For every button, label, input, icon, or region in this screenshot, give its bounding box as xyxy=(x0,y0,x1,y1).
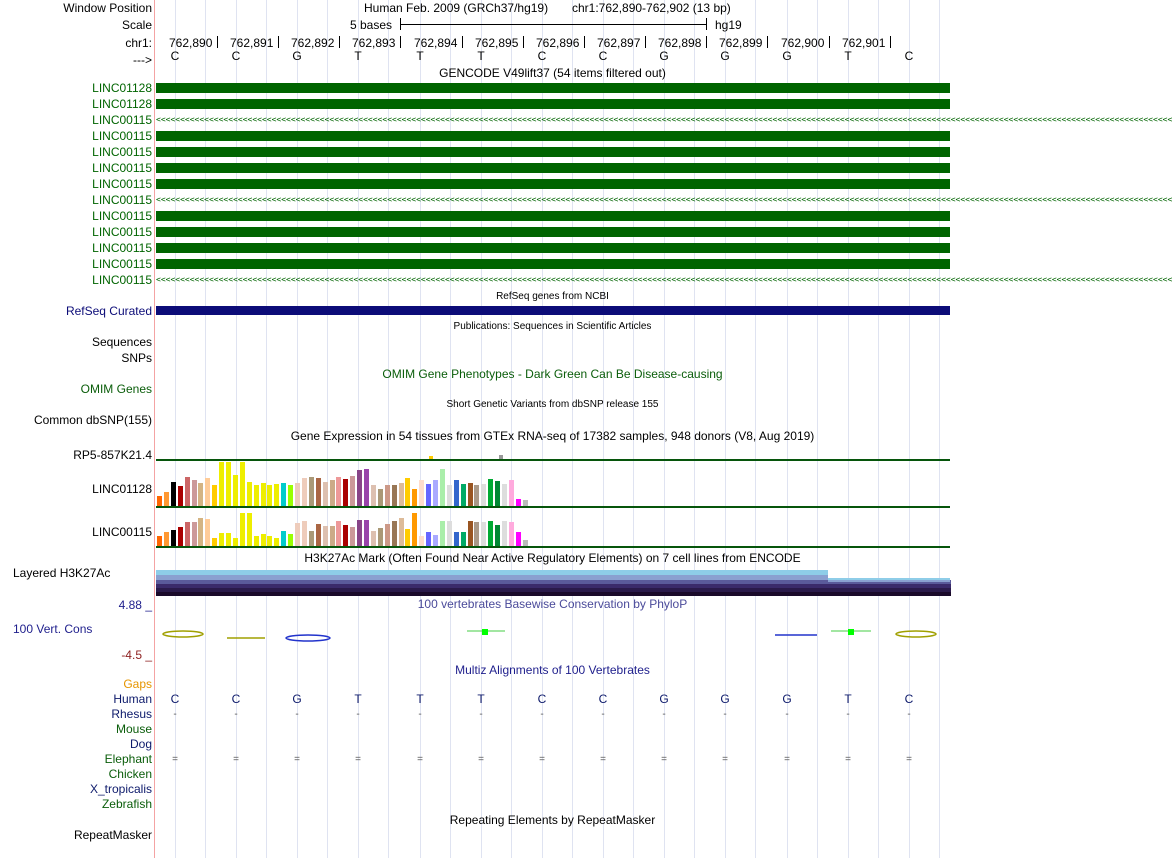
gtex-tissue-bar[interactable] xyxy=(440,521,445,546)
gtex-tissue-bar[interactable] xyxy=(426,484,431,506)
gtex-tissue-bar[interactable] xyxy=(364,520,369,546)
gtex-tissue-bar[interactable] xyxy=(171,530,176,546)
multiz-human-base: T xyxy=(844,692,852,706)
gtex-tissue-bar[interactable] xyxy=(281,531,286,546)
gtex-tissue-bar[interactable] xyxy=(288,534,293,546)
gencode-feature-block[interactable] xyxy=(156,179,950,189)
gtex-tissue-bar[interactable] xyxy=(412,513,417,546)
multiz-label-elephant[interactable]: Elephant xyxy=(104,752,152,766)
multiz-label-human[interactable]: Human xyxy=(113,692,152,706)
gtex-bars-linc00115[interactable] xyxy=(155,508,950,546)
gtex-tissue-bar[interactable] xyxy=(516,532,521,546)
ruler-tick xyxy=(890,36,891,48)
ruler-tick xyxy=(706,36,707,48)
ruler-tick xyxy=(400,36,401,48)
gtex-tissue-bar[interactable] xyxy=(295,523,300,546)
window-position-label[interactable]: Window Position xyxy=(63,1,152,15)
gencode-feature-block[interactable] xyxy=(156,131,950,141)
multiz-label-x_tropicalis[interactable]: X_tropicalis xyxy=(89,782,152,796)
ruler-position: 762,898 xyxy=(658,36,702,50)
ruler-tick xyxy=(523,36,524,48)
multiz-rhesus-gap: - xyxy=(907,709,911,720)
ruler-position: 762,892 xyxy=(291,36,335,50)
ruler-tick xyxy=(829,36,830,48)
multiz-human-base: C xyxy=(598,692,608,706)
gtex-tissue-bar[interactable] xyxy=(261,483,266,506)
gtex-tissue-bar[interactable] xyxy=(267,485,272,506)
ruler-base: C xyxy=(598,49,608,63)
multiz-label-dog[interactable]: Dog xyxy=(129,737,152,751)
ruler-base: C xyxy=(537,49,547,63)
gtex-tissue-bar[interactable] xyxy=(336,521,341,546)
gencode-feature-block[interactable] xyxy=(156,147,950,157)
scale-bases-text: 5 bases xyxy=(350,18,393,32)
gtex-tissue-bar[interactable] xyxy=(323,526,328,546)
gtex-tissue-bar[interactable] xyxy=(323,482,328,506)
ruler-tick xyxy=(645,36,646,48)
gtex-tissue-bar[interactable] xyxy=(419,480,424,506)
gtex-tissue-bar[interactable] xyxy=(495,481,500,506)
gtex-tissue-bar[interactable] xyxy=(219,533,224,546)
gtex-tissue-bar[interactable] xyxy=(474,522,479,546)
multiz-human-base: C xyxy=(904,692,914,706)
gtex-tissue-bar[interactable] xyxy=(509,480,514,506)
gencode-feature-intron[interactable]: <<<<<<<<<<<<<<<<<<<<<<<<<<<<<<<<<<<<<<<<<<<<<<<<<<<<<<<<<<<<<<<<<<<<<<<<<<<<<<<<<<<<<<<<<<<<<<<<<<<<<<<<<<<<<<<<<<<<<<<<<<<<<<<<<<<<<<<<<<<<<<<<<<<<<<<<<<<<<<<<<<<<<<<<<<<<<<<<<<<<<<<<<<<<<<<<<<<<<<<<<<<<<<<<<<< xyxy=(156,275,1172,284)
strand-label: ---> xyxy=(133,53,152,67)
multiz-track-title: Multiz Alignments of 100 Vertebrates xyxy=(455,663,650,677)
gencode-feature-block[interactable] xyxy=(156,83,950,93)
multiz-elephant-gap: = xyxy=(906,754,912,765)
gencode-label-linc01128[interactable]: LINC01128 xyxy=(92,97,152,111)
gtex-tissue-bar[interactable] xyxy=(516,499,521,506)
gencode-feature-block[interactable] xyxy=(156,163,950,173)
gencode-label-linc00115[interactable]: LINC00115 xyxy=(92,241,152,255)
gencode-label-linc00115[interactable]: LINC00115 xyxy=(92,273,152,287)
multiz-human-base: G xyxy=(292,692,302,706)
scale-bar xyxy=(400,24,707,25)
gtex-tissue-bar[interactable] xyxy=(399,518,404,546)
refseq-curated-label[interactable]: RefSeq Curated xyxy=(65,304,152,318)
gtex-tissue-bar[interactable] xyxy=(474,485,479,506)
conservation-wiggle[interactable] xyxy=(155,620,950,650)
cons-glyph-1 xyxy=(163,631,203,637)
gtex-tissue-bar[interactable] xyxy=(371,531,376,546)
cons-max-label: 4.88 _ xyxy=(118,598,152,612)
gencode-label-linc00115[interactable]: LINC00115 xyxy=(92,129,152,143)
multiz-rhesus-gap: - xyxy=(234,709,238,720)
ruler-position: 762,894 xyxy=(414,36,458,50)
ruler-tick xyxy=(584,36,585,48)
gencode-feature-block[interactable] xyxy=(156,211,950,221)
gencode-label-linc00115[interactable]: LINC00115 xyxy=(92,145,152,159)
multiz-human-base: T xyxy=(416,692,424,706)
multiz-elephant-gap: = xyxy=(294,754,300,765)
gencode-label-linc00115[interactable]: LINC00115 xyxy=(92,193,152,207)
gtex-tissue-bar[interactable] xyxy=(185,522,190,546)
gtex-tissue-bar[interactable] xyxy=(412,489,417,506)
gtex-tissue-bar[interactable] xyxy=(274,484,279,506)
multiz-human-base: C xyxy=(537,692,547,706)
multiz-rhesus-gap: - xyxy=(540,709,544,720)
multiz-rhesus-gap: - xyxy=(723,709,727,720)
ruler-base: G xyxy=(659,49,669,63)
gtex-tissue-bar[interactable] xyxy=(392,521,397,546)
refseq-track-title: RefSeq genes from NCBI xyxy=(496,291,609,302)
multiz-rhesus-gap: - xyxy=(846,709,850,720)
gtex-tissue-bar[interactable] xyxy=(330,526,335,546)
multiz-human-base: C xyxy=(231,692,241,706)
multiz-label-mouse[interactable]: Mouse xyxy=(115,722,152,736)
gtex-tissue-bar[interactable] xyxy=(226,533,231,546)
gencode-label-linc00115[interactable]: LINC00115 xyxy=(92,257,152,271)
multiz-human-base: C xyxy=(170,692,180,706)
ruler-position: 762,899 xyxy=(719,36,763,50)
multiz-elephant-gap: = xyxy=(600,754,606,765)
gtex-tissue-bar[interactable] xyxy=(192,522,197,546)
cons-glyph-9 xyxy=(896,631,936,637)
gtex-tissue-bar[interactable] xyxy=(461,484,466,506)
chrom-label[interactable]: chr1: xyxy=(125,36,152,50)
gtex-tissue-bar[interactable] xyxy=(247,513,252,546)
dbsnp-track-title: Short Genetic Variants from dbSNP release 155 xyxy=(446,399,659,410)
gtex-tissue-bar[interactable] xyxy=(205,478,210,506)
ruler-position: 762,893 xyxy=(352,36,396,50)
multiz-elephant-gap: = xyxy=(661,754,667,765)
multiz-human-base: G xyxy=(782,692,792,706)
gtex-divider-3 xyxy=(156,546,950,548)
multiz-rhesus-gap: - xyxy=(662,709,666,720)
gencode-track-title: GENCODE V49lift37 (54 items filtered out) xyxy=(439,66,666,80)
repeatmasker-label[interactable]: RepeatMasker xyxy=(73,828,152,842)
gtex-tissue-bar[interactable] xyxy=(198,518,203,546)
scale-bar-right-tick xyxy=(706,18,707,30)
gtex-tissue-bar[interactable] xyxy=(157,496,162,506)
gtex-tissue-bar[interactable] xyxy=(385,485,390,506)
common-dbsnp-label[interactable]: Common dbSNP(155) xyxy=(33,413,152,427)
gtex-tissue-bar[interactable] xyxy=(488,521,493,546)
gtex-tissue-bar[interactable] xyxy=(343,525,348,546)
ruler-tick xyxy=(217,36,218,48)
gencode-feature-block[interactable] xyxy=(156,99,950,109)
gtex-tissue-bar[interactable] xyxy=(488,479,493,506)
ruler-base: C xyxy=(904,49,914,63)
gtex-tissue-bar[interactable] xyxy=(468,483,473,506)
gtex-tissue-bar[interactable] xyxy=(205,519,210,546)
ruler-base: G xyxy=(782,49,792,63)
ruler-tick xyxy=(767,36,768,48)
layered-h3k27ac-label[interactable]: Layered H3K27Ac xyxy=(13,566,111,580)
gtex-tissue-bar[interactable] xyxy=(509,522,514,546)
ruler-tick xyxy=(278,36,279,48)
multiz-elephant-gap: = xyxy=(845,754,851,765)
gtex-tissue-bar[interactable] xyxy=(302,478,307,506)
vert-cons-label[interactable]: 100 Vert. Cons xyxy=(13,622,93,636)
gtex-tissue-bar[interactable] xyxy=(481,522,486,546)
multiz-label-gaps[interactable]: Gaps xyxy=(123,677,152,691)
repeatmasker-track-title: Repeating Elements by RepeatMasker xyxy=(449,813,656,827)
gencode-label-linc00115[interactable]: LINC00115 xyxy=(92,113,152,127)
gtex-row-label-1[interactable]: RP5-857K21.4 xyxy=(73,448,152,462)
gtex-tissue-bar[interactable] xyxy=(433,480,438,506)
gtex-tissue-bar[interactable] xyxy=(274,538,279,546)
gtex-tissue-bar[interactable] xyxy=(454,480,459,506)
ruler-position: 762,890 xyxy=(169,36,213,50)
position-text: chr1:762,890-762,902 (13 bp) xyxy=(572,1,731,15)
multiz-human-base: T xyxy=(354,692,362,706)
gtex-row-label-2[interactable]: LINC01128 xyxy=(92,482,152,496)
multiz-human-base: T xyxy=(477,692,485,706)
gtex-tissue-bar[interactable] xyxy=(447,521,452,546)
gtex-tissue-bar[interactable] xyxy=(164,532,169,546)
gtex-tissue-bar[interactable] xyxy=(267,536,272,546)
gtex-row-label-3[interactable]: LINC00115 xyxy=(92,525,152,539)
gtex-tissue-bar[interactable] xyxy=(192,480,197,506)
refseq-gene-feature[interactable] xyxy=(156,306,950,315)
scale-label[interactable]: Scale xyxy=(121,18,152,32)
gtex-tissue-bar[interactable] xyxy=(178,486,183,506)
snps-label[interactable]: SNPs xyxy=(121,351,152,365)
ruler-base: T xyxy=(416,49,424,63)
h3k27ac-track-title: H3K27Ac Mark (Often Found Near Active Regulatory Elements) on 7 cell lines from ENCODE xyxy=(304,551,801,565)
gtex-tissue-bar[interactable] xyxy=(350,476,355,506)
gtex-tissue-bar[interactable] xyxy=(378,528,383,546)
gtex-tissue-bar[interactable] xyxy=(247,482,252,506)
gtex-small-mark-1 xyxy=(429,456,433,459)
gtex-tissue-bar[interactable] xyxy=(392,485,397,506)
gtex-tissue-bar[interactable] xyxy=(233,538,238,546)
multiz-elephant-gap: = xyxy=(417,754,423,765)
gtex-tissue-bar[interactable] xyxy=(316,478,321,506)
gtex-tissue-bar[interactable] xyxy=(405,529,410,546)
scale-db-text: hg19 xyxy=(715,18,742,32)
cons-min-label: -4.5 _ xyxy=(121,648,152,662)
gencode-feature-block[interactable] xyxy=(156,227,950,237)
multiz-label-chicken[interactable]: Chicken xyxy=(108,767,152,781)
track-labels-column xyxy=(0,0,154,858)
gtex-tissue-bar[interactable] xyxy=(316,524,321,546)
omim-genes-label[interactable]: OMIM Genes xyxy=(80,382,152,396)
multiz-rhesus-gap: - xyxy=(356,709,360,720)
gtex-track-title: Gene Expression in 54 tissues from GTEx RNA-seq of 17382 samples, 948 donors (V8, Aug 2019) xyxy=(290,429,815,443)
gtex-tissue-bar[interactable] xyxy=(309,477,314,506)
multiz-rhesus-gap: - xyxy=(295,709,299,720)
ruler-position: 762,900 xyxy=(781,36,825,50)
multiz-elephant-gap: = xyxy=(722,754,728,765)
gtex-tissue-bar[interactable] xyxy=(440,469,445,506)
ruler-base: C xyxy=(231,49,241,63)
gencode-label-linc01128[interactable]: LINC01128 xyxy=(92,81,152,95)
gtex-tissue-bar[interactable] xyxy=(157,536,162,546)
gtex-tissue-bar[interactable] xyxy=(254,485,259,506)
gtex-bars-linc01128[interactable] xyxy=(155,460,950,506)
gtex-tissue-bar[interactable] xyxy=(378,489,383,506)
gtex-tissue-bar[interactable] xyxy=(433,535,438,546)
ruler-base: T xyxy=(354,49,362,63)
gtex-tissue-bar[interactable] xyxy=(371,485,376,506)
gtex-tissue-bar[interactable] xyxy=(419,536,424,546)
assembly-title: Human Feb. 2009 (GRCh37/hg19) xyxy=(364,1,549,15)
omim-track-title: OMIM Gene Phenotypes - Dark Green Can Be Disease-causing xyxy=(382,367,723,381)
gtex-tissue-bar[interactable] xyxy=(178,527,183,546)
multiz-human-base: G xyxy=(659,692,669,706)
multiz-elephant-gap: = xyxy=(478,754,484,765)
gtex-tissue-bar[interactable] xyxy=(495,525,500,546)
gtex-tissue-bar[interactable] xyxy=(185,477,190,506)
h3k27ac-layer-right[interactable] xyxy=(828,580,950,582)
gtex-tissue-bar[interactable] xyxy=(350,527,355,546)
gtex-tissue-bar[interactable] xyxy=(295,483,300,506)
gencode-feature-block[interactable] xyxy=(156,259,950,269)
gtex-tissue-bar[interactable] xyxy=(261,534,266,546)
gtex-tissue-bar[interactable] xyxy=(502,521,507,546)
publications-track-title: Publications: Sequences in Scientific Articles xyxy=(453,321,652,332)
gencode-feature-block[interactable] xyxy=(156,243,950,253)
cons-glyph-3 xyxy=(286,635,330,641)
gtex-tissue-bar[interactable] xyxy=(426,532,431,546)
multiz-elephant-gap: = xyxy=(233,754,239,765)
gtex-tissue-bar[interactable] xyxy=(198,483,203,506)
ruler-tick xyxy=(462,36,463,48)
track-image-area[interactable] xyxy=(155,0,1172,858)
gtex-tissue-bar[interactable] xyxy=(399,483,404,506)
gtex-tissue-bar[interactable] xyxy=(309,531,314,546)
gtex-tissue-bar[interactable] xyxy=(212,485,217,506)
ruler-position: 762,895 xyxy=(475,36,519,50)
ruler-base: C xyxy=(170,49,180,63)
ruler-base: G xyxy=(292,49,302,63)
gtex-tissue-bar[interactable] xyxy=(240,462,245,506)
gtex-tissue-bar[interactable] xyxy=(254,536,259,546)
multiz-rhesus-gap: - xyxy=(418,709,422,720)
gtex-tissue-bar[interactable] xyxy=(385,524,390,546)
gtex-tissue-bar[interactable] xyxy=(226,462,231,506)
cons-glyph-5 xyxy=(482,629,488,635)
multiz-elephant-gap: = xyxy=(355,754,361,765)
multiz-label-rhesus[interactable]: Rhesus xyxy=(111,707,152,721)
gtex-tissue-bar[interactable] xyxy=(219,462,224,506)
gtex-tissue-bar[interactable] xyxy=(288,485,293,506)
gencode-label-linc00115[interactable]: LINC00115 xyxy=(92,177,152,191)
gtex-small-mark-2 xyxy=(499,455,503,459)
multiz-human-base: G xyxy=(720,692,730,706)
gtex-tissue-bar[interactable] xyxy=(357,470,362,506)
multiz-rhesus-gap: - xyxy=(601,709,605,720)
gencode-feature-intron[interactable]: <<<<<<<<<<<<<<<<<<<<<<<<<<<<<<<<<<<<<<<<<<<<<<<<<<<<<<<<<<<<<<<<<<<<<<<<<<<<<<<<<<<<<<<<<<<<<<<<<<<<<<<<<<<<<<<<<<<<<<<<<<<<<<<<<<<<<<<<<<<<<<<<<<<<<<<<<<<<<<<<<<<<<<<<<<<<<<<<<<<<<<<<<<<<<<<<<<<<<<<<<<<<<<<<<<< xyxy=(156,195,1172,204)
gtex-tissue-bar[interactable] xyxy=(281,483,286,506)
gtex-tissue-bar[interactable] xyxy=(357,520,362,546)
gencode-label-linc00115[interactable]: LINC00115 xyxy=(92,161,152,175)
gtex-tissue-bar[interactable] xyxy=(447,485,452,506)
sequences-label[interactable]: Sequences xyxy=(91,335,152,349)
multiz-rhesus-gap: - xyxy=(479,709,483,720)
multiz-rhesus-gap: - xyxy=(173,709,177,720)
ruler-position: 762,901 xyxy=(842,36,886,50)
cons-track-title: 100 vertebrates Basewise Conservation by PhyloP xyxy=(417,597,688,611)
ruler-base: T xyxy=(477,49,485,63)
gtex-tissue-bar[interactable] xyxy=(171,482,176,506)
gtex-tissue-bar[interactable] xyxy=(336,477,341,506)
gtex-tissue-bar[interactable] xyxy=(343,479,348,506)
gencode-feature-intron[interactable]: <<<<<<<<<<<<<<<<<<<<<<<<<<<<<<<<<<<<<<<<<<<<<<<<<<<<<<<<<<<<<<<<<<<<<<<<<<<<<<<<<<<<<<<<<<<<<<<<<<<<<<<<<<<<<<<<<<<<<<<<<<<<<<<<<<<<<<<<<<<<<<<<<<<<<<<<<<<<<<<<<<<<<<<<<<<<<<<<<<<<<<<<<<<<<<<<<<<<<<<<<<<<<<<<<<< xyxy=(156,115,1172,124)
gtex-tissue-bar[interactable] xyxy=(461,532,466,546)
ruler-tick xyxy=(339,36,340,48)
multiz-elephant-gap: = xyxy=(784,754,790,765)
gtex-tissue-bar[interactable] xyxy=(330,480,335,506)
ruler-position: 762,891 xyxy=(230,36,274,50)
ruler-base: G xyxy=(720,49,730,63)
multiz-rhesus-gap: - xyxy=(785,709,789,720)
gtex-tissue-bar[interactable] xyxy=(240,513,245,546)
gtex-tissue-bar[interactable] xyxy=(454,532,459,546)
h3k27ac-signal[interactable] xyxy=(155,570,950,596)
gtex-tissue-bar[interactable] xyxy=(502,484,507,506)
multiz-elephant-gap: = xyxy=(172,754,178,765)
multiz-elephant-gap: = xyxy=(539,754,545,765)
gtex-tissue-bar[interactable] xyxy=(364,469,369,506)
cons-glyph-8 xyxy=(848,629,854,635)
scale-bar-left-tick xyxy=(400,18,401,30)
gtex-tissue-bar[interactable] xyxy=(302,521,307,546)
ruler-base: T xyxy=(844,49,852,63)
gtex-tissue-bar[interactable] xyxy=(481,484,486,506)
gtex-tissue-bar[interactable] xyxy=(212,538,217,546)
gtex-tissue-bar[interactable] xyxy=(405,478,410,506)
gencode-label-linc00115[interactable]: LINC00115 xyxy=(92,225,152,239)
gencode-label-linc00115[interactable]: LINC00115 xyxy=(92,209,152,223)
gtex-tissue-bar[interactable] xyxy=(468,521,473,546)
gtex-tissue-bar[interactable] xyxy=(164,492,169,506)
multiz-label-zebrafish[interactable]: Zebrafish xyxy=(101,797,152,811)
ruler-position: 762,897 xyxy=(597,36,641,50)
ruler-position: 762,896 xyxy=(536,36,580,50)
h3k27ac-layer[interactable] xyxy=(156,592,951,596)
gtex-tissue-bar[interactable] xyxy=(233,475,238,506)
